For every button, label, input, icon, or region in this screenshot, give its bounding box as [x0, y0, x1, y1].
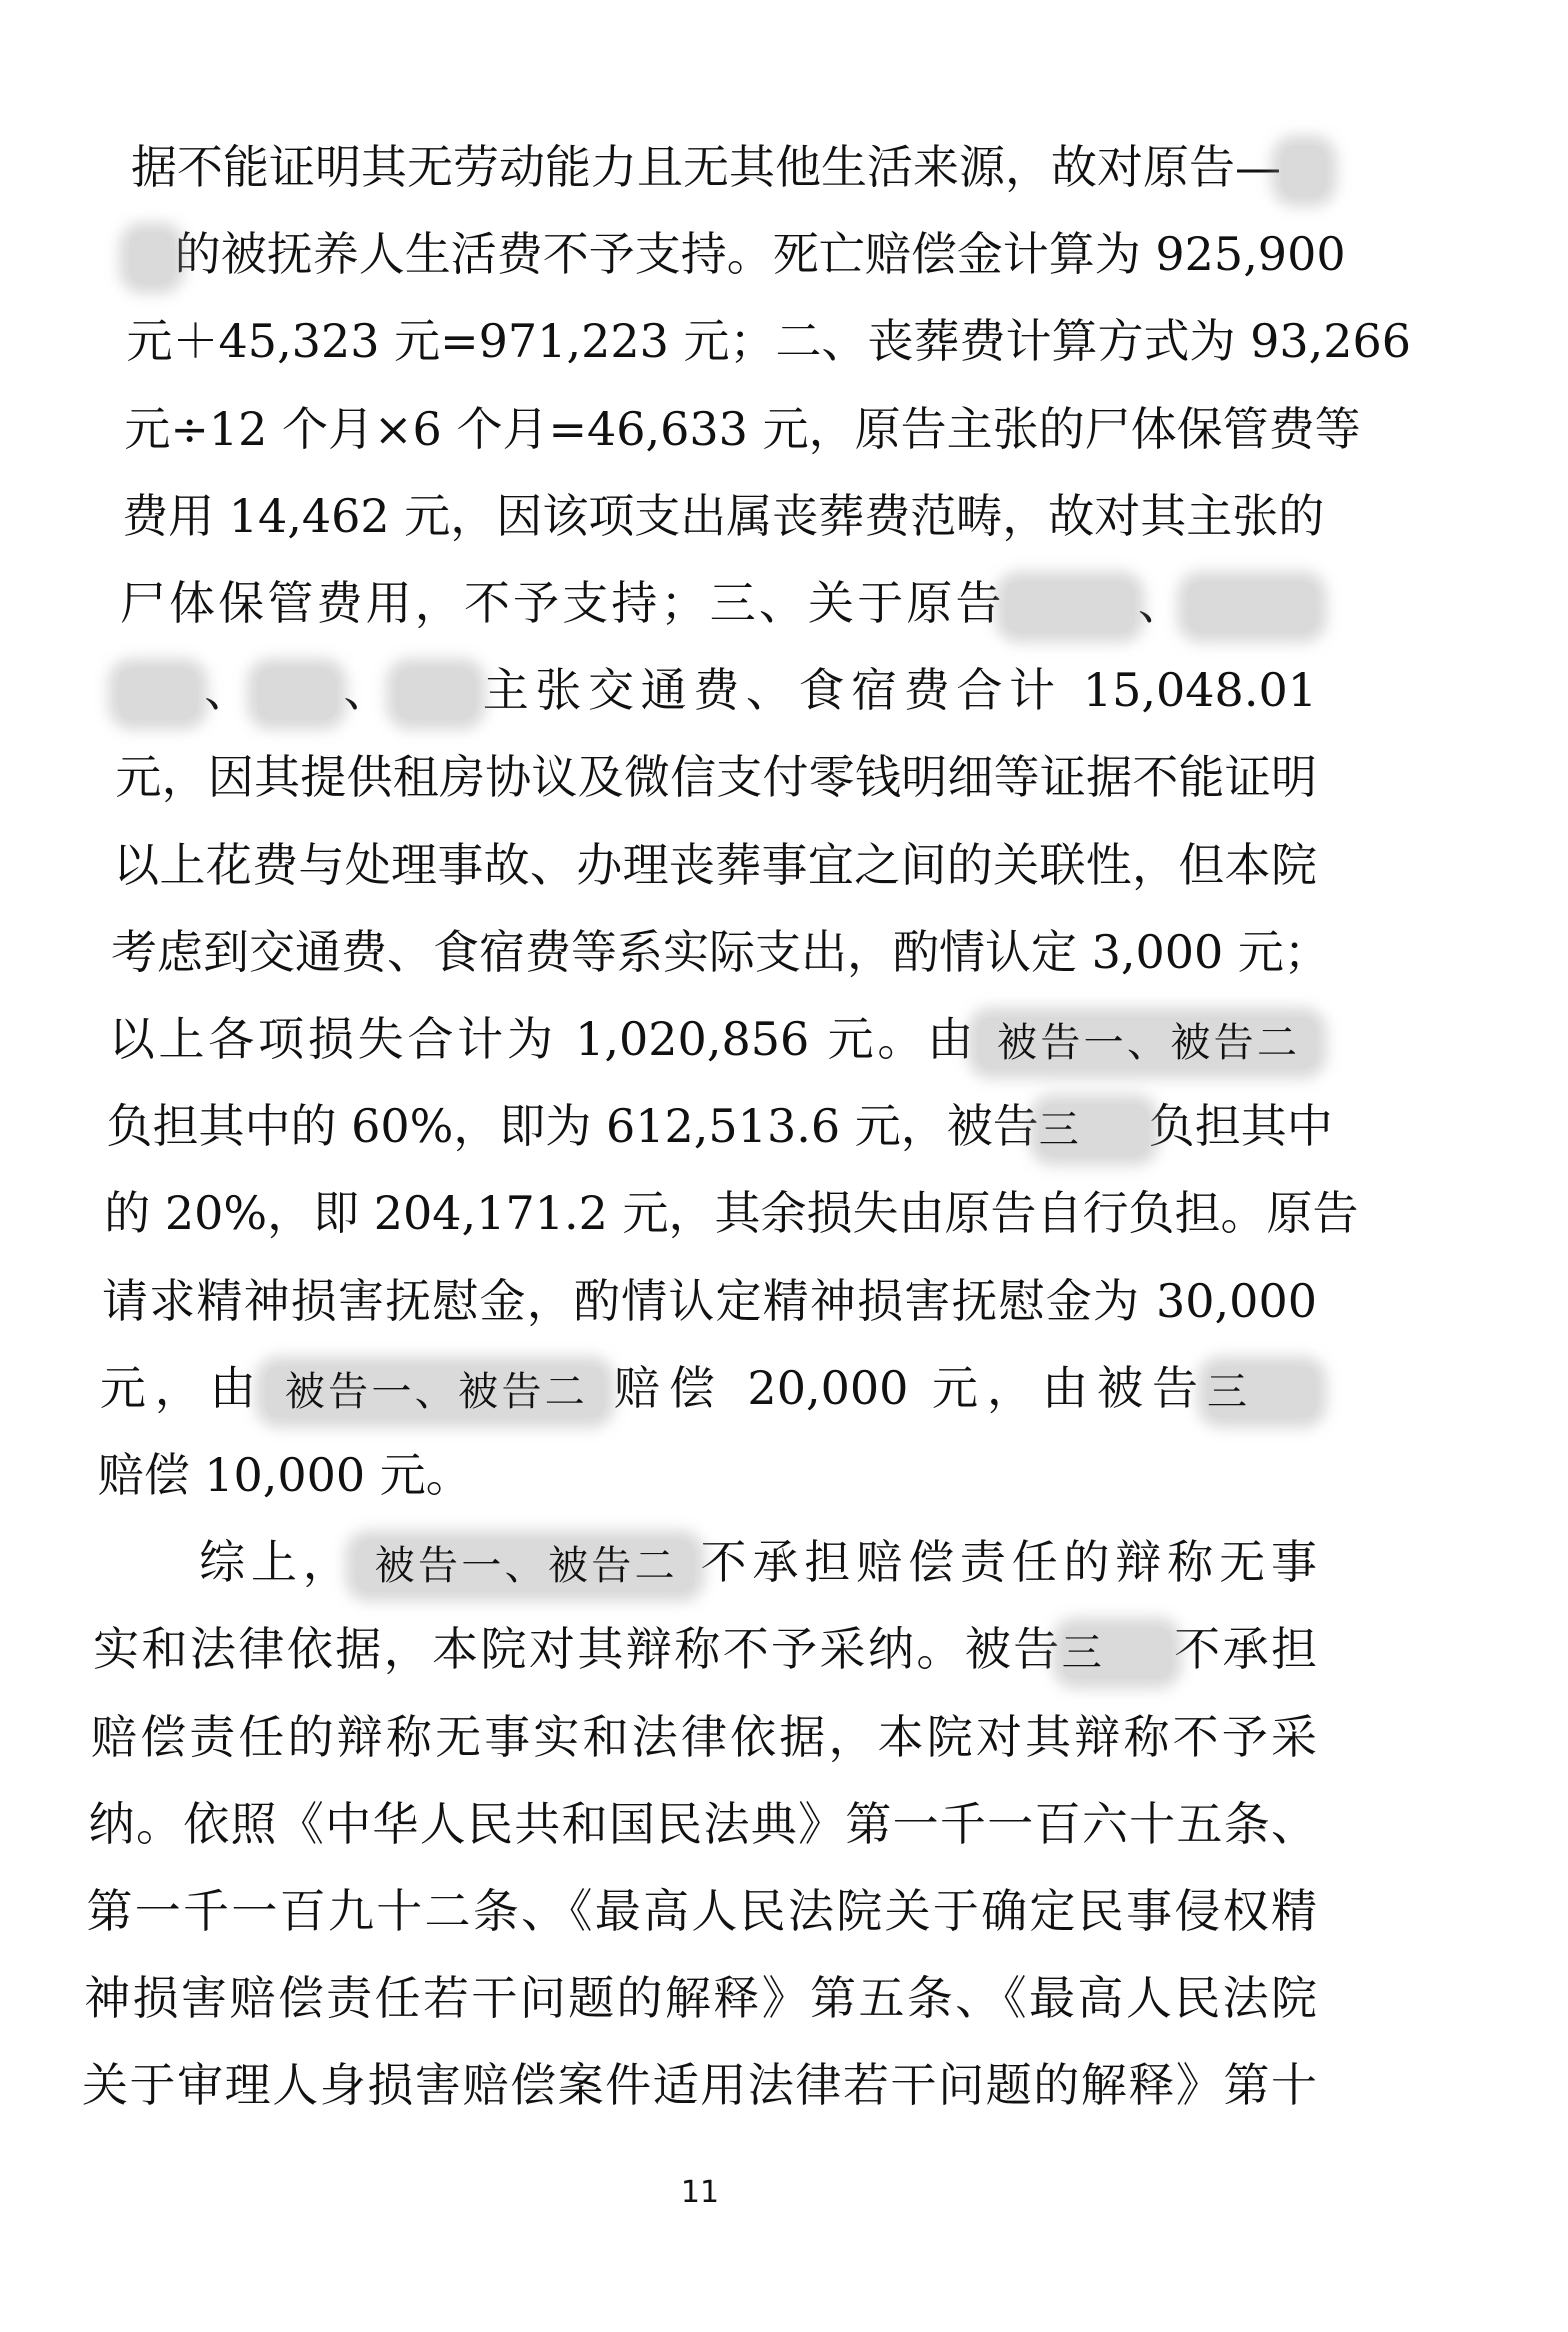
- text-line: [120, 560, 1317, 647]
- text-segment: 主张交通费、食宿费合计 15,048.01: [476, 663, 1317, 718]
- text-segment: 、: [336, 663, 397, 718]
- text-segment: 赔偿 10,000 元。: [97, 1448, 472, 1502]
- text-segment: 关于审理人身损害赔偿案件适用法律若干问题的解释》第十: [82, 2058, 1317, 2113]
- text-segment: 实和法律依据，本院对其辩称不予采纳。被告: [93, 1622, 1062, 1677]
- redacted-name: 三: [1062, 1627, 1172, 1679]
- text-line: [93, 1606, 1317, 1693]
- text-line: [118, 647, 1317, 734]
- text-segment: 尸体保管费用，不予支持；三、关于原告: [119, 576, 1005, 630]
- text-segment: 请求精神损害抚慰金，酌情认定精神损害抚慰金为 30,000: [102, 1273, 1317, 1328]
- redacted-name: [118, 668, 198, 720]
- text-segment: 不承担: [1171, 1622, 1317, 1677]
- redacted-name: [396, 668, 476, 720]
- redacted-name: [129, 232, 175, 284]
- text-line: [98, 1432, 1317, 1519]
- text-segment: 第一千一百九十二条、《最高人民法院关于确定民事侵权精: [86, 1884, 1317, 1938]
- text-line: [113, 822, 1317, 909]
- text-segment: 元，由: [99, 1360, 265, 1415]
- text-line: [86, 1868, 1317, 1955]
- text-segment: 神损害赔偿责任若干问题的解释》第五条、《最高人民法院: [84, 1971, 1317, 2026]
- redacted-name: 被告一、被告二: [265, 1366, 605, 1418]
- redacted-name: [1281, 145, 1327, 197]
- text-line: [131, 124, 1317, 211]
- text-line: [104, 1170, 1359, 1257]
- text-segment: 元，因其提供租房协议及微信支付零钱明细等证据不能证明: [115, 750, 1317, 805]
- text-line: [91, 1694, 1317, 1781]
- text-segment: 、: [1134, 576, 1187, 630]
- text-line: [84, 1955, 1317, 2042]
- text-segment: 负担其中: [1148, 1099, 1333, 1154]
- page-number: 11: [680, 2175, 720, 2210]
- text-segment: 、: [197, 663, 257, 718]
- text-segment: 据不能证明其无劳动能力且无其他生活来源，故对原告—: [131, 140, 1281, 194]
- redacted-name: [1187, 581, 1317, 633]
- text-line: [126, 298, 1412, 385]
- text-line: [122, 473, 1325, 560]
- text-line: [109, 996, 1317, 1083]
- text-line: [129, 211, 1346, 298]
- text-line: [95, 1519, 1317, 1606]
- redacted-name: [1005, 581, 1135, 633]
- text-segment: 元÷12 个月×6 个月=46,633 元，原告主张的尸体保管费等: [124, 401, 1361, 456]
- text-line: [82, 2042, 1317, 2129]
- text-line: [89, 1781, 1317, 1868]
- text-segment: 负担其中的 60%，即为 612,513.6 元，被告: [106, 1099, 1039, 1154]
- text-line: [110, 909, 1330, 996]
- text-line: [115, 734, 1317, 821]
- text-segment: 以上各项损失合计为 1,020,856 元。由: [108, 1012, 977, 1066]
- text-line: [100, 1345, 1317, 1432]
- redacted-name: 三: [1039, 1104, 1149, 1156]
- text-segment: 的被抚养人生活费不予支持。死亡赔偿金计算为 925,900: [174, 227, 1346, 282]
- text-segment: 以上花费与处理事故、办理丧葬事宜之间的关联性，但本院: [113, 837, 1317, 892]
- text-segment: 元＋45,323 元=971,223 元；二、丧葬费计算方式为 93,266: [126, 314, 1412, 369]
- redacted-name: [257, 668, 337, 720]
- text-line: [106, 1083, 1333, 1170]
- text-segment: 赔偿责任的辩称无事实和法律依据，本院对其辩称不予采: [90, 1709, 1317, 1764]
- redacted-name: 三: [1207, 1366, 1317, 1418]
- text-segment: 综上，: [95, 1535, 355, 1590]
- text-segment: 纳。依照《中华人民共和国民法典》第一千一百六十五条、: [88, 1796, 1317, 1851]
- text-segment: 费用 14,462 元，因该项支出属丧葬费范畴，故对其主张的: [122, 488, 1325, 543]
- text-line: [124, 386, 1361, 473]
- redacted-name: 被告一、被告二: [977, 1017, 1317, 1069]
- text-segment: 不承担赔偿责任的辩称无事: [694, 1535, 1317, 1590]
- redacted-name: 被告一、被告二: [355, 1540, 695, 1592]
- text-line: [102, 1258, 1317, 1345]
- text-segment: 的 20%，即 204,171.2 元，其余损失由原告自行负担。原告: [104, 1186, 1359, 1241]
- text-segment: 考虑到交通费、食宿费等系实际支出，酌情认定 3,000 元；: [110, 924, 1330, 979]
- text-segment: 赔偿 20,000 元，由被告: [604, 1360, 1207, 1415]
